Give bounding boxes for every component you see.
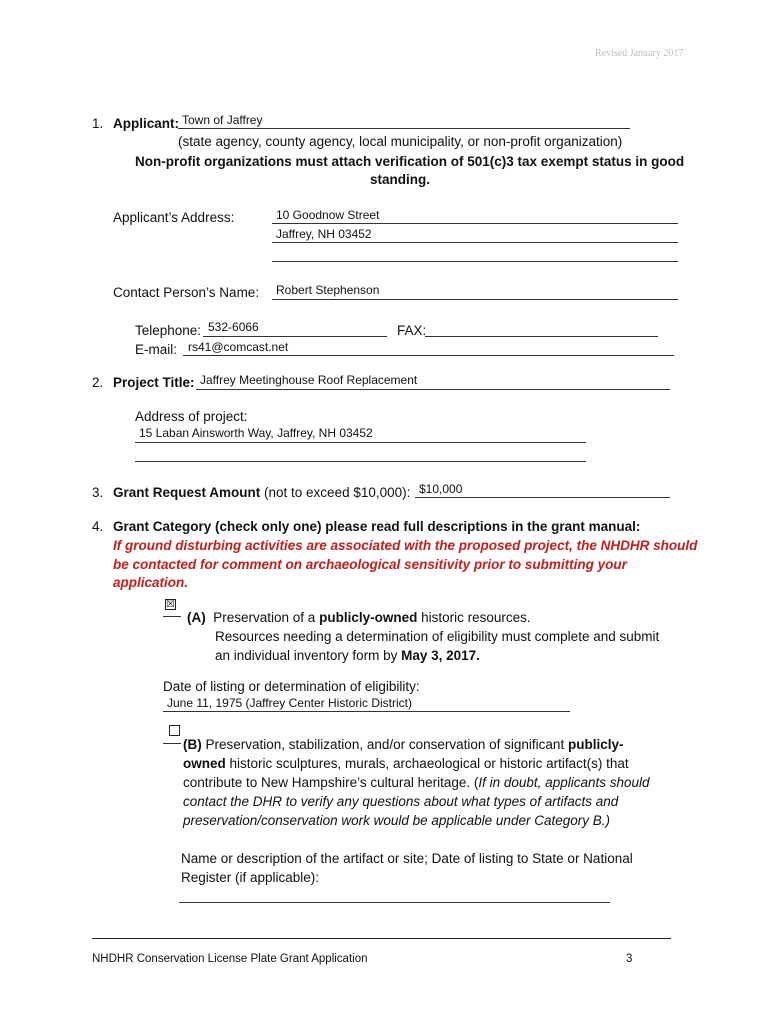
section-4-number: 4.	[92, 519, 104, 534]
email-input[interactable]: rs41@comcast.net	[188, 340, 289, 354]
grant-category-label: Grant Category (check only one) please read full descriptions in the grant manual:	[113, 519, 641, 534]
grant-request-underline	[415, 497, 670, 498]
category-a-blank	[163, 616, 181, 617]
fax-input[interactable]	[425, 336, 658, 337]
category-b-text3-italic: If in doubt, applicants should	[478, 775, 650, 790]
archaeology-warning-line1: If ground disturbing activities are associated with the proposed project, the NHDHR should	[113, 538, 698, 553]
project-title-input[interactable]: Jaffrey Meetinghouse Roof Replacement	[200, 373, 418, 387]
address-line3-underline[interactable]	[272, 261, 678, 262]
address-label: Applicant’s Address:	[113, 210, 235, 225]
project-address-label: Address of project:	[135, 409, 248, 424]
project-address-line2[interactable]	[135, 461, 586, 462]
footer-rule	[92, 938, 671, 939]
category-b-blank	[163, 743, 181, 744]
contact-underline	[272, 299, 678, 300]
archaeology-warning-line3: application.	[113, 575, 189, 590]
address-line1-underline	[272, 223, 678, 224]
artifact-name-input[interactable]	[179, 902, 610, 903]
nonprofit-note-line2: standing.	[370, 172, 430, 187]
applicant-underline	[178, 128, 630, 129]
date-of-listing-label: Date of listing or determination of eligibility:	[163, 679, 420, 694]
category-b-text-line2	[183, 755, 629, 773]
contact-label: Contact Person’s Name:	[113, 285, 260, 300]
artifact-name-label-line2: Register (if applicable):	[181, 870, 320, 885]
project-title-label: Project Title:	[113, 375, 195, 390]
email-label: E-mail:	[135, 342, 178, 357]
grant-request-title: Grant Request Amount	[113, 485, 261, 500]
category-a-text3-pre: an individual inventory form by	[215, 648, 402, 663]
fax-label: FAX:	[397, 323, 427, 338]
category-a-text-line2: Resources needing a determination of eligibility must complete and submit	[215, 629, 660, 644]
project-address-input[interactable]: 15 Laban Ainsworth Way, Jaffrey, NH 03452	[139, 426, 373, 440]
email-underline	[183, 355, 674, 356]
category-b-text-line1	[183, 736, 623, 754]
category-a-text-line3	[215, 647, 480, 665]
category-a-text1-bold: publicly-owned	[319, 610, 418, 625]
category-b-text1-pre: Preservation, stabilization, and/or conservation of significant	[201, 737, 568, 752]
category-a-text1-pre: Preservation of a	[213, 610, 320, 625]
nonprofit-note-line1: Non-profit organizations must attach verification of 501(c)3 tax exempt status in good	[135, 154, 685, 169]
telephone-input[interactable]: 532-6066	[208, 320, 259, 334]
category-b-checkbox[interactable]	[169, 725, 180, 736]
address-line2-underline	[272, 242, 678, 243]
applicant-label: Applicant:	[113, 116, 179, 131]
applicant-input[interactable]: Town of Jaffrey	[182, 113, 263, 127]
category-b-text2-post: historic sculptures, murals, archaeological or historic artifact(s) that	[225, 756, 629, 771]
category-a-checkbox[interactable]: ☒	[166, 599, 175, 610]
telephone-underline	[203, 336, 387, 337]
category-a-deadline: May 3, 2017.	[401, 648, 480, 663]
category-b-text3-pre: contribute to New Hampshire’s cultural heritage. (	[183, 775, 479, 790]
category-a-text-line1	[187, 609, 531, 627]
grant-request-label	[113, 484, 410, 502]
category-b-text-line3	[183, 774, 650, 792]
section-1-number: 1.	[92, 116, 104, 131]
applicant-hint: (state agency, county agency, local municipality, or non-profit organization)	[178, 134, 623, 149]
category-b-text-line4: contact the DHR to verify any questions about what types of artifacts and	[183, 794, 619, 809]
contact-input[interactable]: Robert Stephenson	[276, 283, 380, 297]
category-b-text1-bold: publicly-	[567, 737, 624, 752]
date-of-listing-underline	[163, 711, 570, 712]
category-a-tag: (A)	[187, 610, 206, 625]
archaeology-warning-line2: be contacted for comment on archaeological sensitivity prior to submitting your	[113, 557, 627, 572]
revised-date: Revised January 2017	[595, 48, 684, 59]
project-address-underline	[135, 442, 586, 443]
date-of-listing-input[interactable]: June 11, 1975 (Jaffrey Center Historic District)	[167, 696, 412, 710]
grant-request-input[interactable]: $10,000	[419, 482, 463, 496]
section-3-number: 3.	[92, 485, 104, 500]
page-number: 3	[626, 953, 633, 965]
category-a-text1-post: historic resources.	[417, 610, 531, 625]
telephone-label: Telephone:	[135, 323, 202, 338]
project-title-underline	[196, 389, 670, 390]
address-line2-input[interactable]: Jaffrey, NH 03452	[276, 227, 372, 241]
section-2-number: 2.	[92, 375, 104, 390]
artifact-name-label-line1: Name or description of the artifact or site; Date of listing to State or National	[181, 851, 633, 866]
address-line1-input[interactable]: 10 Goodnow Street	[276, 208, 380, 222]
category-b-tag: (B)	[183, 737, 202, 752]
category-b-text-line5: preservation/conservation work would be applicable under Category B.)	[183, 813, 610, 828]
grant-request-suffix: (not to exceed $10,000):	[264, 485, 411, 500]
category-b-text2-bold: owned	[183, 756, 226, 771]
footer-title: NHDHR Conservation License Plate Grant Application	[92, 953, 368, 965]
